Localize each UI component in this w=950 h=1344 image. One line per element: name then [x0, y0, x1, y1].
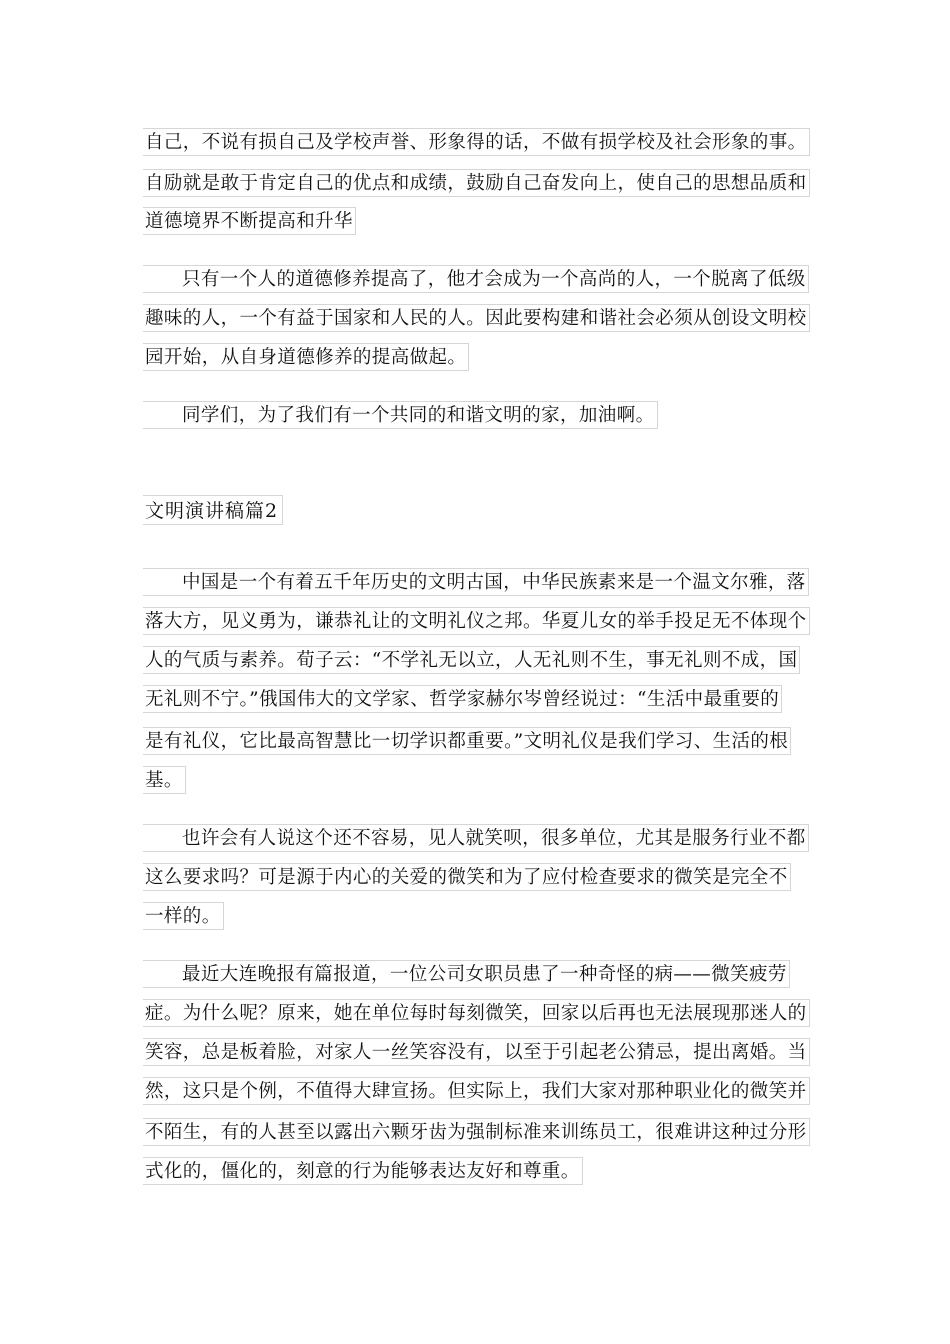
- paragraph-5-line-2: 这么要求吗？可是源于内心的关爱的微笑和为了应付检查要求的微笑是完全不: [143, 863, 791, 891]
- paragraph-4-line-5: 是有礼仪，它比最高智慧比一切学识都重要。”文明礼仪是我们学习、生活的根: [143, 727, 791, 755]
- paragraph-5-line-3: 一样的。: [143, 902, 224, 930]
- paragraph-3-line-1: 同学们，为了我们有一个共同的和谐文明的家，加油啊。: [143, 401, 658, 429]
- paragraph-1-line-2: 自励就是敢于肯定自己的优点和成绩，鼓励自己奋发向上，使自己的思想品质和: [143, 169, 810, 197]
- section-heading: 文明演讲稿篇2: [143, 495, 283, 525]
- paragraph-2-line-3: 园开始，从自身道德修养的提高做起。: [143, 343, 469, 371]
- paragraph-6-line-4: 然，这只是个例，不值得大肆宣扬。但实际上，我们大家对那种职业化的微笑并: [143, 1077, 810, 1105]
- paragraph-1-line-3: 道德境界不断提高和升华: [143, 207, 356, 235]
- paragraph-6-line-3: 笑容，总是板着脸，对家人一丝笑容没有，以至于引起老公猜忌，提出离婚。当: [143, 1038, 810, 1066]
- paragraph-1-line-1: 自己，不说有损自己及学校声誉、形象得的话，不做有损学校及社会形象的事。: [143, 128, 810, 156]
- paragraph-4-line-3: 人的气质与素养。荀子云：“不学礼无以立，人无礼则不生，事无礼则不成，国: [143, 646, 800, 674]
- paragraph-4-line-4: 无礼则不宁。”俄国伟大的文学家、哲学家赫尔岑曾经说过：“生活中最重要的: [143, 685, 782, 713]
- paragraph-2-line-1: 只有一个人的道德修养提高了，他才会成为一个高尚的人，一个脱离了低级: [143, 265, 809, 293]
- paragraph-4-line-6: 基。: [143, 766, 186, 794]
- paragraph-6-line-5: 不陌生，有的人甚至以露出六颗牙齿为强制标准来训练员工，很难讲这种过分形: [143, 1118, 810, 1146]
- paragraph-4-line-1: 中国是一个有着五千年历史的文明古国，中华民族素来是一个温文尔雅，落: [143, 568, 809, 596]
- paragraph-4-line-2: 落大方，见义勇为，谦恭礼让的文明礼仪之邦。华夏儿女的举手投足无不体现个: [143, 607, 810, 635]
- paragraph-5-line-1: 也许会有人说这个还不容易，见人就笑呗，很多单位，尤其是服务行业不都: [143, 824, 809, 852]
- paragraph-6-line-1: 最近大连晚报有篇报道，一位公司女职员患了一种奇怪的病——微笑疲劳: [143, 960, 790, 988]
- paragraph-2-line-2: 趣味的人，一个有益于国家和人民的人。因此要构建和谐社会必须从创设文明校: [143, 304, 810, 332]
- paragraph-6-line-6: 式化的，僵化的，刻意的行为能够表达友好和尊重。: [143, 1157, 583, 1185]
- paragraph-6-line-2: 症。为什么呢？原来，她在单位每时每刻微笑，回家以后再也无法展现那迷人的: [143, 999, 810, 1027]
